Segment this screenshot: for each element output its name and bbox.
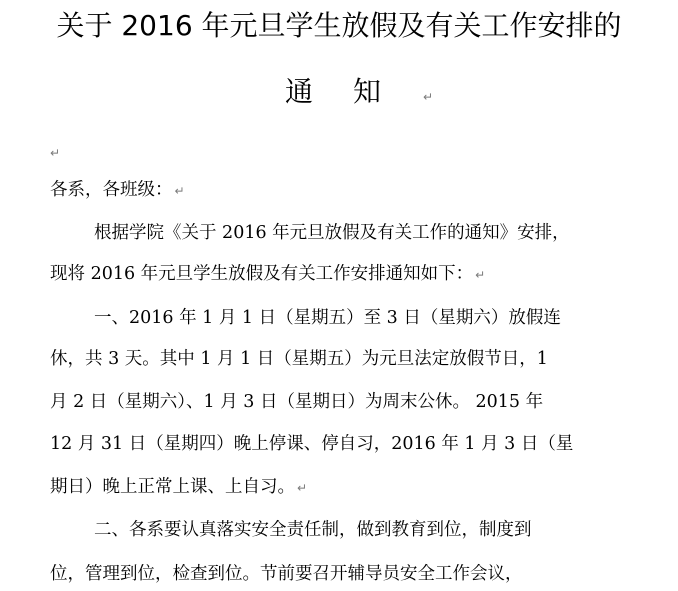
paragraph-mark-icon: ↵ (297, 481, 308, 495)
body-line-7 (50, 475, 307, 500)
body-line-2 (50, 262, 485, 287)
body-line-text: 休，共 3 天。其中 1 月 1 日（星期五）为元旦法定放假节日，1 (50, 349, 548, 369)
empty-paragraph (48, 140, 60, 165)
body-line-text: 二、各系要认真落实安全责任制，做到教育到位，制度到 (94, 520, 532, 540)
paragraph-mark-icon: ↵ (475, 268, 486, 282)
salutation (50, 178, 185, 203)
body-line-1 (94, 221, 570, 245)
body-line-text: 12 月 31 日（星期四）晚上停课、停自习，2016 年 1 月 3 日（星 (50, 434, 574, 454)
document-title-line-1 (0, 8, 678, 44)
document-title-line-2 (0, 74, 678, 115)
body-line-5 (50, 390, 543, 414)
title-text-1: 关于 2016 年元旦学生放假及有关工作安排的 (56, 9, 622, 42)
body-line-text: 一、2016 年 1 月 1 日（星期五）至 3 日（星期六）放假连 (94, 308, 561, 328)
body-line-text: 期日）晚上正常上课、上自习。 (50, 477, 295, 497)
body-line-text: 月 2 日（星期六）、1 月 3 日（星期日）为周末公休。 2015 年 (50, 392, 544, 412)
body-line-text: 根据学院《关于 2016 年元旦放假及有关工作的通知》安排， (94, 223, 570, 243)
paragraph-mark-icon: ↵ (50, 146, 61, 160)
title-text-2: 通知 (284, 75, 421, 108)
paragraph-mark-icon: ↵ (422, 90, 434, 104)
body-line-3 (94, 306, 561, 330)
body-line-text: 位，管理到位，检查到位。节前要召开辅导员安全工作会议， (50, 564, 523, 584)
body-line-8 (94, 518, 532, 542)
body-line-4 (50, 347, 548, 371)
body-line-9 (50, 562, 523, 586)
salutation-text: 各系，各班级： (50, 180, 173, 200)
paragraph-mark-icon: ↵ (174, 184, 185, 198)
body-line-6 (50, 432, 573, 456)
body-line-text: 现将 2016 年元旦学生放假及有关工作安排通知如下： (50, 264, 474, 284)
